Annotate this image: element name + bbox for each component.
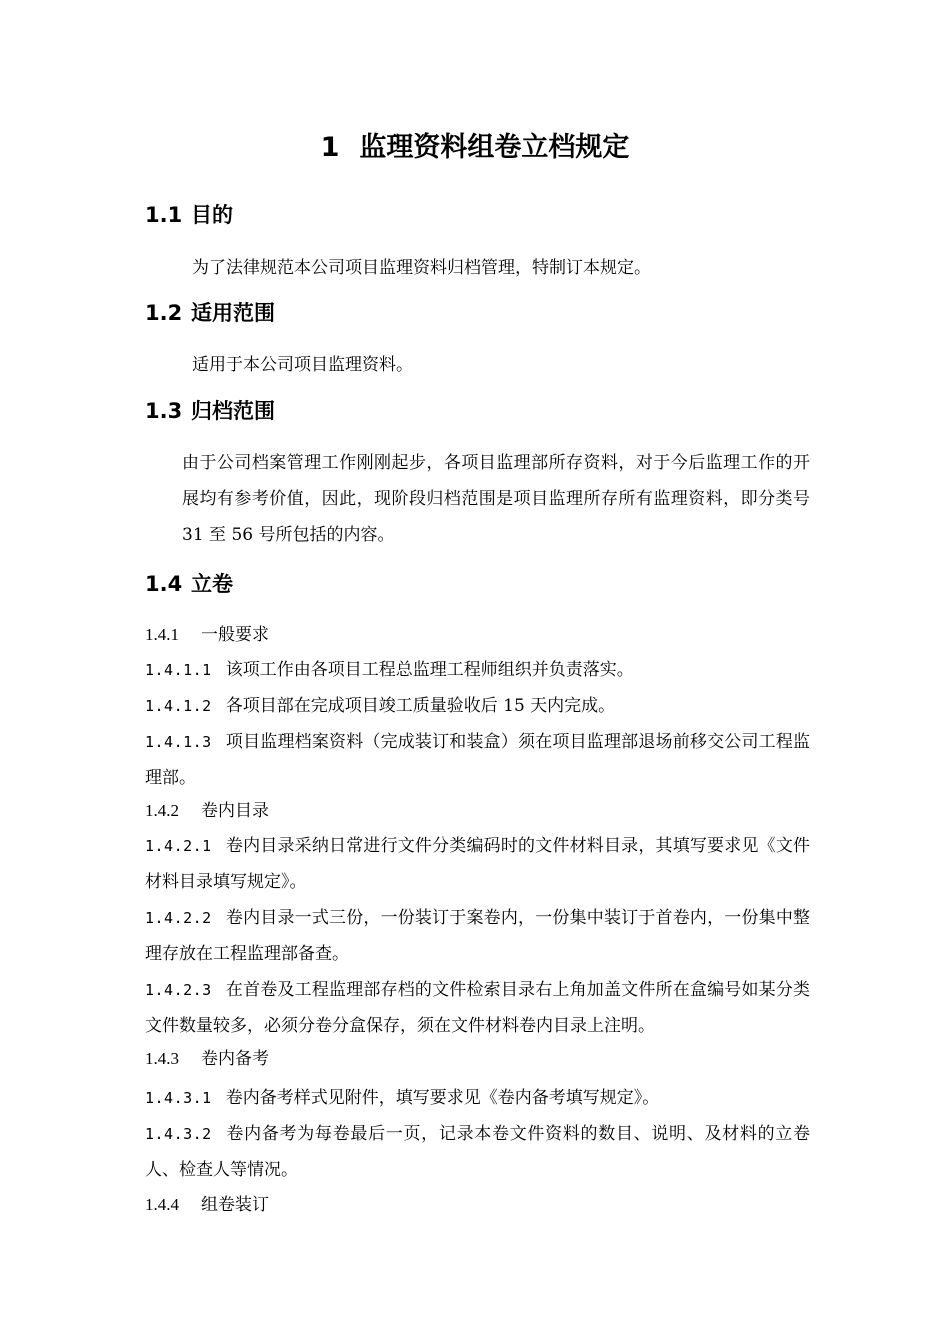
subsection-number: 1.4.3	[145, 1049, 179, 1068]
subsection-title: 组卷装订	[201, 1195, 269, 1215]
list-item-1-4-1-1	[145, 652, 810, 688]
item-code: 1.4.2.2	[145, 909, 212, 927]
section-title: 归档范围	[191, 399, 275, 423]
list-item-1-4-2-2	[145, 900, 810, 972]
item-code: 1.4.3.2	[145, 1125, 212, 1143]
subsection-heading-1-4-2	[145, 796, 269, 826]
section-heading-1-3	[145, 396, 275, 426]
item-code: 1.4.1.3	[145, 733, 212, 751]
item-code: 1.4.1.2	[145, 697, 212, 715]
section-heading-1-2	[145, 298, 275, 328]
item-text: 在首卷及工程监理部存档的文件检索目录右上角加盖文件所在盒编号如某分类文件数量较多，必须分卷分盒保存，须在文件材料卷内目录上注明。	[145, 980, 810, 1036]
section-number: 1.3	[145, 399, 183, 423]
list-item-1-4-2-1	[145, 828, 810, 900]
item-code: 1.4.2.1	[145, 837, 212, 855]
item-text: 项目监理档案资料（完成装订和装盒）须在项目监理部退场前移交公司工程监理部。	[145, 732, 810, 788]
section-title: 目的	[191, 203, 233, 227]
section-number: 1.4	[145, 572, 183, 596]
subsection-number: 1.4.1	[145, 625, 179, 644]
list-item-1-4-3-2	[145, 1116, 810, 1188]
paragraph-archive-scope	[145, 445, 810, 553]
title-text: 监理资料组卷立档规定	[359, 132, 630, 163]
subsection-title: 卷内备考	[201, 1049, 269, 1069]
subsection-title: 一般要求	[201, 625, 269, 645]
paragraph-text: 由于公司档案管理工作刚刚起步，各项目监理部所存资料，对于今后监理工作的开展均有参考价值，因此，现阶段归档范围是项目监理所存所有监理资料，即分类号 31 至 56 号所包括的内容。	[182, 453, 810, 545]
item-text: 该项工作由各项目工程总监理工程师组织并负责落实。	[225, 660, 634, 680]
subsection-heading-1-4-1	[145, 620, 269, 650]
subsection-heading-1-4-4	[145, 1190, 269, 1220]
list-item-1-4-2-3	[145, 972, 810, 1044]
item-text: 卷内目录采纳日常进行文件分类编码时的文件材料目录，其填写要求见《文件材料目录填写规定》。	[145, 836, 810, 892]
subsection-number: 1.4.4	[145, 1195, 179, 1214]
paragraph-scope: 适用于本公司项目监理资料。	[192, 355, 413, 375]
paragraph-purpose: 为了法律规范本公司项目监理资料归档管理，特制订本规定。	[192, 258, 651, 278]
section-title: 立卷	[191, 572, 233, 596]
item-text: 卷内目录一式三份，一份装订于案卷内，一份集中装订于首卷内，一份集中整理存放在工程监理部备查。	[145, 908, 810, 964]
title-number: 1	[320, 132, 340, 163]
list-item-1-4-3-1	[145, 1080, 810, 1116]
item-text: 卷内备考样式见附件，填写要求见《卷内备考填写规定》。	[225, 1088, 660, 1108]
subsection-title: 卷内目录	[201, 801, 269, 821]
item-text: 卷内备考为每卷最后一页，记录本卷文件资料的数目、说明、及材料的立卷人、检查人等情况。	[145, 1124, 810, 1180]
subsection-number: 1.4.2	[145, 801, 179, 820]
section-heading-1-1	[145, 200, 233, 230]
section-heading-1-4	[145, 569, 233, 599]
subsection-heading-1-4-3	[145, 1044, 269, 1074]
section-title: 适用范围	[191, 301, 275, 325]
item-code: 1.4.1.1	[145, 661, 212, 679]
item-code: 1.4.3.1	[145, 1089, 212, 1107]
section-number: 1.2	[145, 301, 183, 325]
page-title	[0, 128, 950, 168]
item-text: 各项目部在完成项目竣工质量验收后 15 天内完成。	[225, 696, 616, 716]
item-code: 1.4.2.3	[145, 981, 212, 999]
section-number: 1.1	[145, 203, 183, 227]
list-item-1-4-1-3	[145, 724, 810, 796]
list-item-1-4-1-2	[145, 688, 810, 724]
